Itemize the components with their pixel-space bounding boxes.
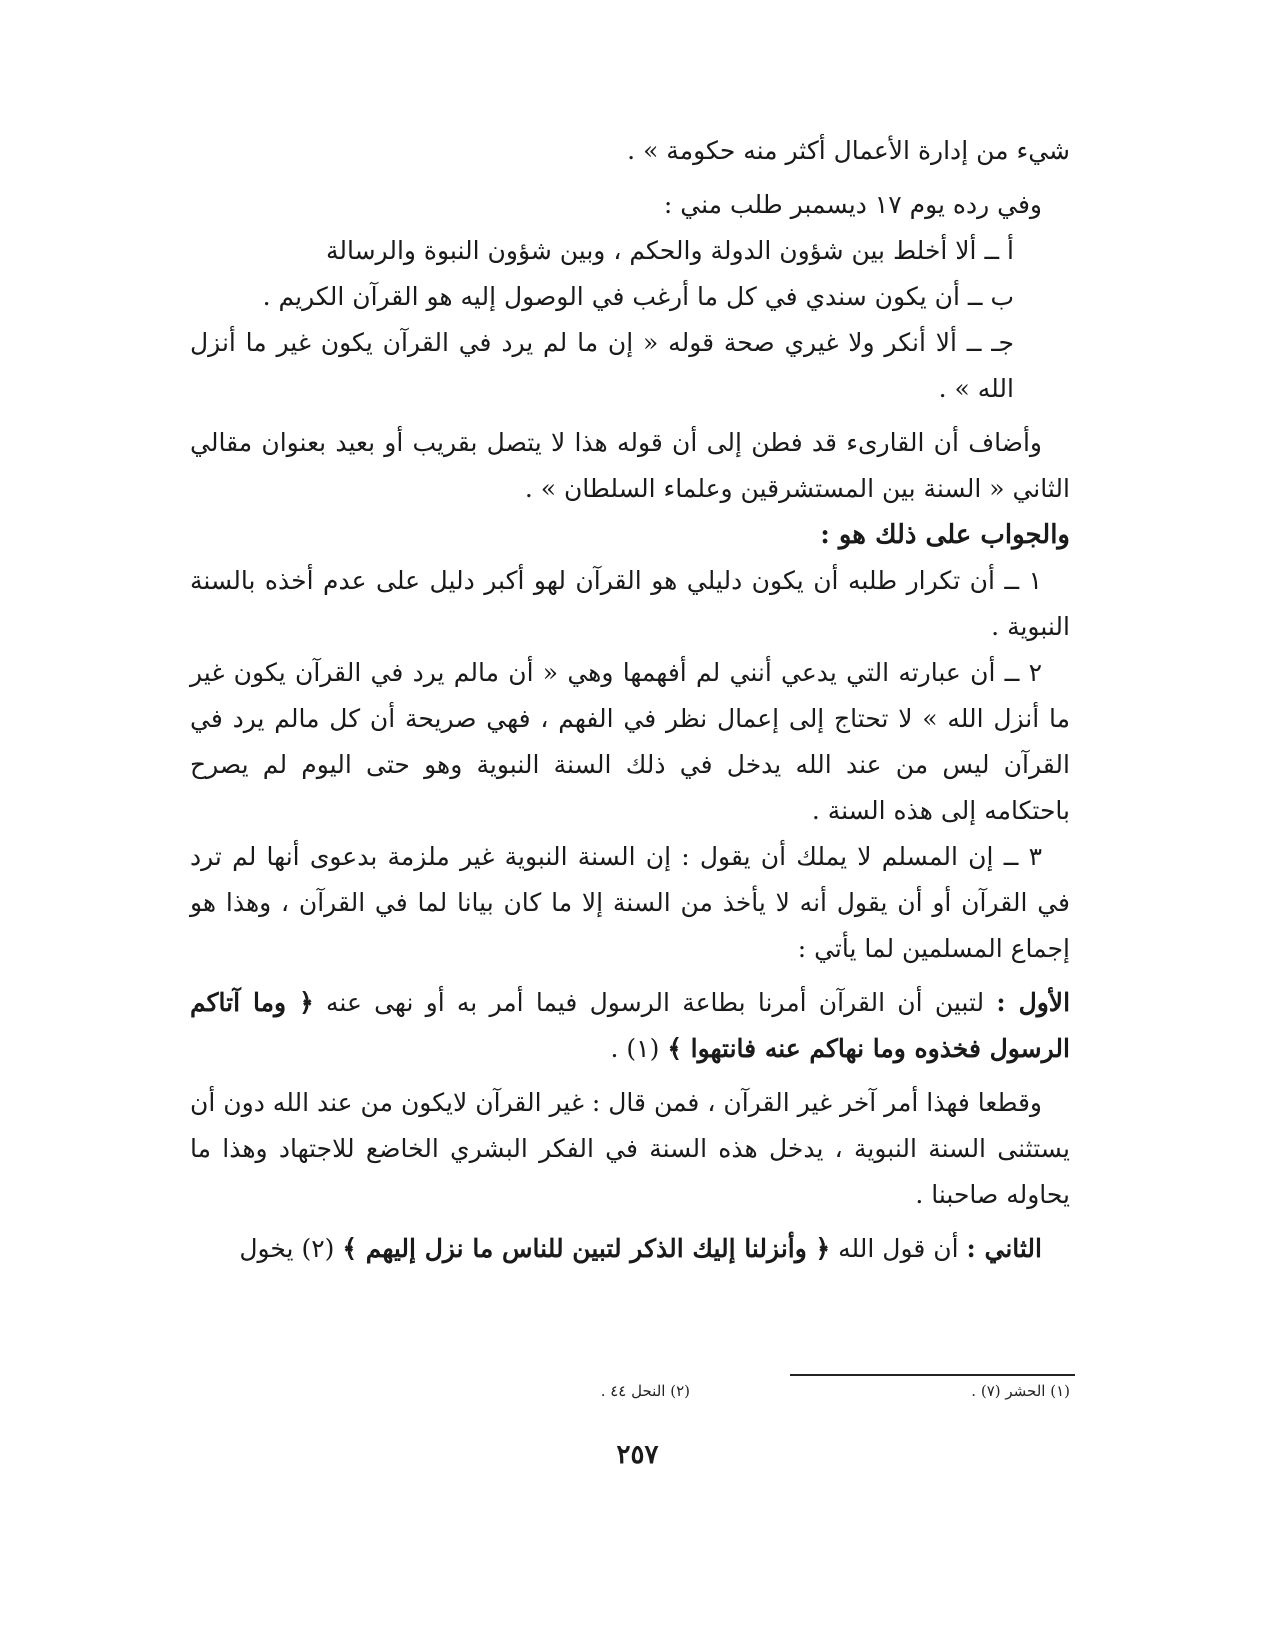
paragraph-first <box>190 980 1070 1072</box>
second-label: الثاني : <box>966 1234 1042 1263</box>
list-item-c: جـ ــ ألا أنكر ولا غيري صحة قوله « إن ما لم يرد في القرآن يكون غير ما أنزل الله » . <box>190 328 1014 403</box>
paragraph: وأضاف أن القارىء قد فطن إلى أن قوله هذا لا يتصل بقريب أو بعيد بعنوان مقالي الثاني « السنة بين المستشرقين وعلماء السلطان » . <box>190 428 1070 503</box>
second-text: أن قول الله <box>838 1234 959 1263</box>
page-number: ٢٥٧ <box>616 1440 659 1470</box>
list-item-b: ب ــ أن يكون سندي في كل ما أرغب في الوصول إليه هو القرآن الكريم . <box>262 282 1014 311</box>
quran-quote: ﴿ وما آتاكم الرسول فخذوه وما نهاكم عنه فانتهوا ﴾ <box>190 988 1070 1063</box>
footnote-2: (٢) النحل ٤٤ . <box>600 1382 690 1400</box>
list-item-a: أ ــ ألا أخلط بين شؤون الدولة والحكم ، وبين شؤون النبوة والرسالة <box>325 236 1014 265</box>
page-body <box>190 128 1070 1272</box>
footnote-1: (١) الحشر (٧) . <box>971 1382 1070 1400</box>
quran-quote: ﴿ وأنزلنا إليك الذكر لتبين للناس ما نزل إليهم ﴾ <box>342 1234 831 1263</box>
text-line: وفي رده يوم ١٧ ديسمبر طلب مني : <box>663 190 1042 219</box>
footnote-divider <box>790 1374 1075 1376</box>
footnote-ref: (٢) يخول <box>239 1234 335 1263</box>
section-heading: والجواب على ذلك هو : <box>820 520 1070 550</box>
footnote-ref: (١) . <box>610 1034 660 1063</box>
paragraph-second <box>190 1226 1070 1272</box>
text-line: شيء من إدارة الأعمال أكثر منه حكومة » . <box>627 136 1070 165</box>
numbered-item-1: ١ ــ أن تكرار طلبه أن يكون دليلي هو القرآن لهو أكبر دليل على عدم أخذه بالسنة النبوية . <box>190 566 1070 641</box>
first-text: لتبين أن القرآن أمرنا بطاعة الرسول فيما أمر به أو نهى عنه <box>326 988 985 1017</box>
first-label: الأول : <box>996 988 1071 1017</box>
numbered-item-2: ٢ ــ أن عبارته التي يدعي أنني لم أفهمها وهي « أن مالم يرد في القرآن يكون غير ما أنزل الله » لا تحتاج إلى إعمال نظر في الفهم ، فهي صريحة أن كل مالم يرد في القرآن ليس من عند الله يدخل في ذلك السنة النبوية وهو حتى اليوم لم يصرح باحتكامه إلى هذه السنة . <box>190 658 1070 825</box>
numbered-item-3: ٣ ــ إن المسلم لا يملك أن يقول : إن السنة النبوية غير ملزمة بدعوى أنها لم ترد في القرآن أو أن يقول أنه لا يأخذ من السنة إلا ما كان بيانا لما في القرآن ، وهذا هو إجماع المسلمين لما يأتي : <box>190 842 1070 963</box>
paragraph: وقطعا فهذا أمر آخر غير القرآن ، فمن قال : غير القرآن لايكون من عند الله دون أن يستثنى السنة النبوية ، يدخل هذه السنة في الفكر البشري الخاضع للاجتهاد وهذا ما يحاوله صاحبنا . <box>190 1088 1070 1209</box>
